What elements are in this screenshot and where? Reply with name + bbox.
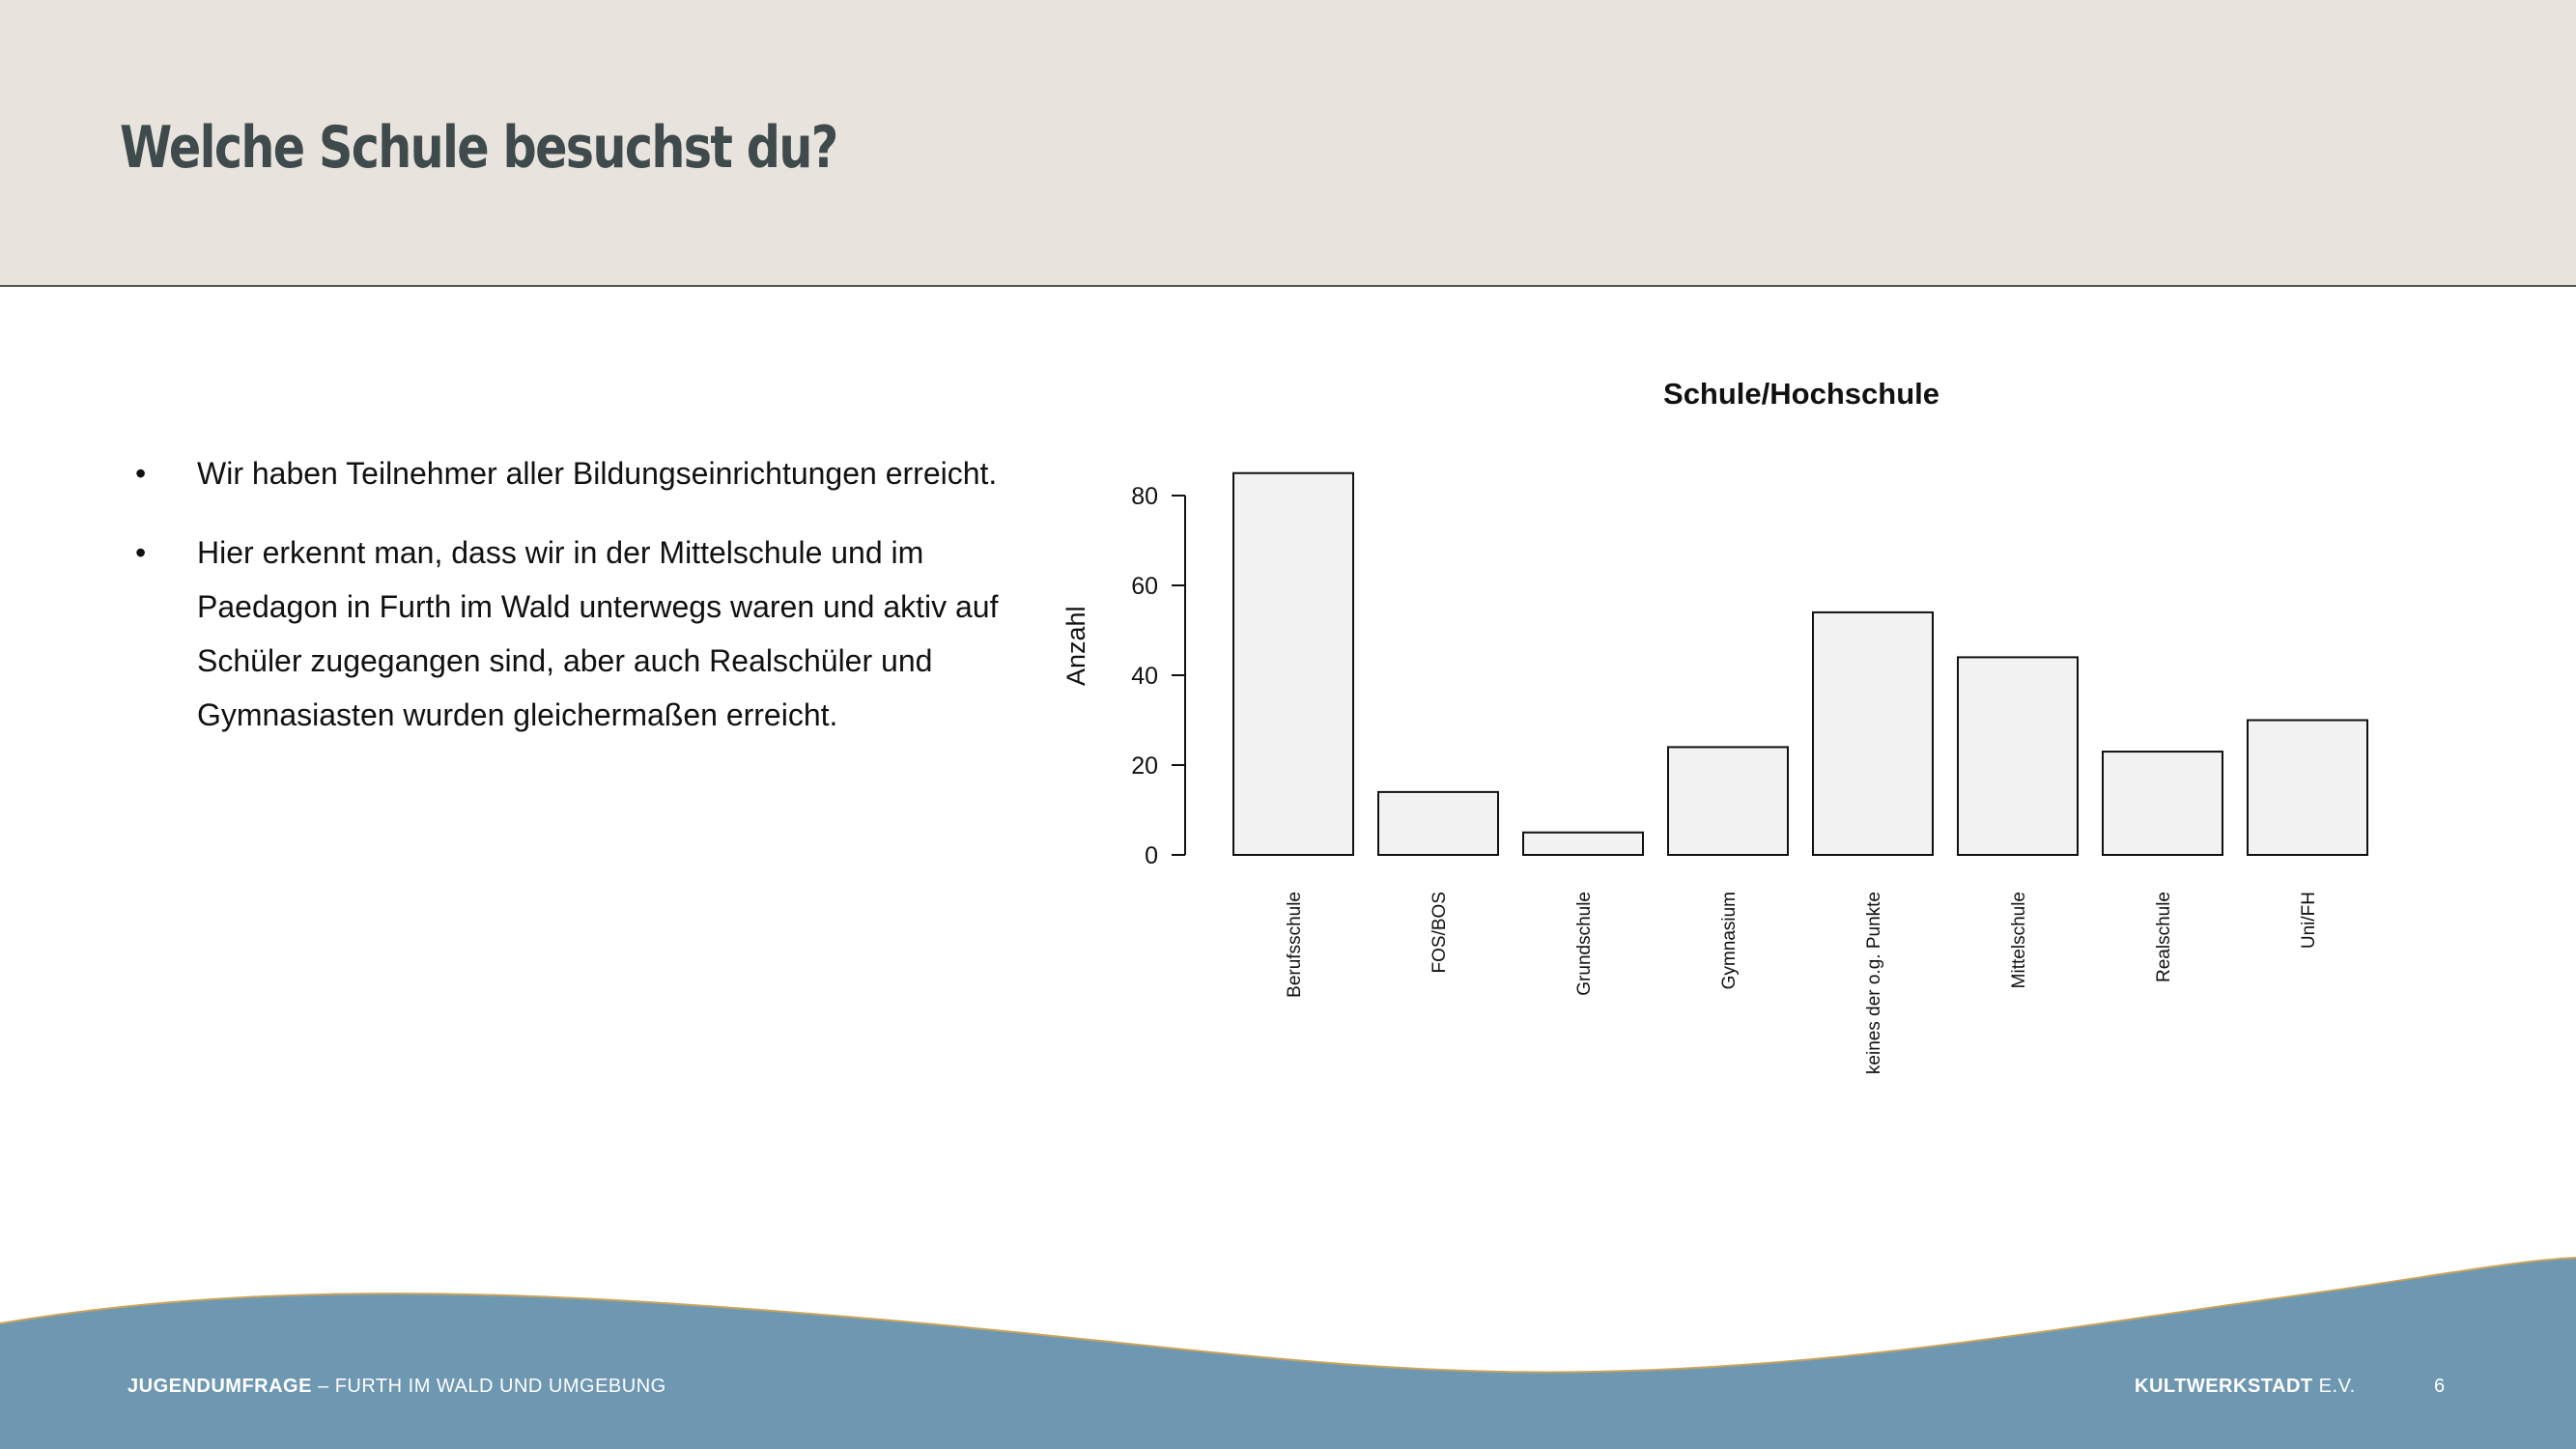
footer-right-text xyxy=(2135,1376,2356,1398)
bar xyxy=(1958,657,2078,855)
bar xyxy=(1378,792,1498,855)
x-tick-label: Grundschule xyxy=(1574,892,1595,996)
footer-org-suffix: E.V. xyxy=(2312,1376,2356,1397)
x-tick-label: Mittelschule xyxy=(2009,892,2029,989)
bullet-item xyxy=(126,526,1053,742)
y-axis-label: Anzahl xyxy=(1062,606,1090,687)
bars xyxy=(1233,473,2367,855)
y-axis xyxy=(1131,483,1185,869)
bar xyxy=(1523,833,1643,855)
footer-survey-name: JUGENDUMFRAGE xyxy=(127,1376,312,1397)
y-tick-label: 40 xyxy=(1131,663,1158,690)
x-tick-label: Gymnasium xyxy=(1719,892,1740,990)
bar xyxy=(1668,747,1788,855)
bullet-item xyxy=(126,446,1053,500)
bar xyxy=(1233,473,1353,855)
bullet-text: Hier erkennt man, dass wir in der Mittelschule und im Paedagon in Furth im Wald unterwegs waren und aktiv auf Schüler zugegangen sind, aber auch Realschüler und Gymnasiasten wurden gleichermaßen erreicht. xyxy=(197,535,999,732)
bar-chart xyxy=(1053,357,2424,1111)
y-tick-label: 20 xyxy=(1131,753,1158,780)
y-tick-label: 0 xyxy=(1145,842,1158,869)
footer-left-text xyxy=(127,1376,666,1398)
x-tick-label: Realschule xyxy=(2154,892,2174,982)
footer-survey-location: – FURTH IM WALD UND UMGEBUNG xyxy=(311,1376,666,1397)
footer-wave-shape xyxy=(0,1258,2576,1449)
x-tick-labels xyxy=(1285,892,2319,1074)
chart-title: Schule/Hochschule xyxy=(1663,377,1939,411)
footer-wave xyxy=(0,1246,2576,1449)
y-tick-label: 60 xyxy=(1131,573,1158,600)
x-tick-label: keines der o.g. Punkte xyxy=(1864,892,1884,1075)
y-tick-label: 80 xyxy=(1131,483,1158,510)
bullet-marker: • xyxy=(135,535,147,570)
x-tick-label: Uni/FH xyxy=(2299,892,2319,950)
x-tick-label: Berufsschule xyxy=(1285,892,1305,998)
footer-org-name: KULTWERKSTADT xyxy=(2135,1376,2313,1397)
bullet-text: Wir haben Teilnehmer aller Bildungseinrichtungen erreicht. xyxy=(197,456,998,491)
bullet-list xyxy=(126,446,1053,767)
bullet-marker: • xyxy=(135,456,147,491)
page-number: 6 xyxy=(2434,1376,2446,1397)
slide-title: Welche Schule besuchst du? xyxy=(120,114,837,182)
bar xyxy=(1813,612,1933,855)
x-tick-label: FOS/BOS xyxy=(1430,892,1450,974)
bar xyxy=(2248,721,2367,856)
bar xyxy=(2103,752,2222,855)
